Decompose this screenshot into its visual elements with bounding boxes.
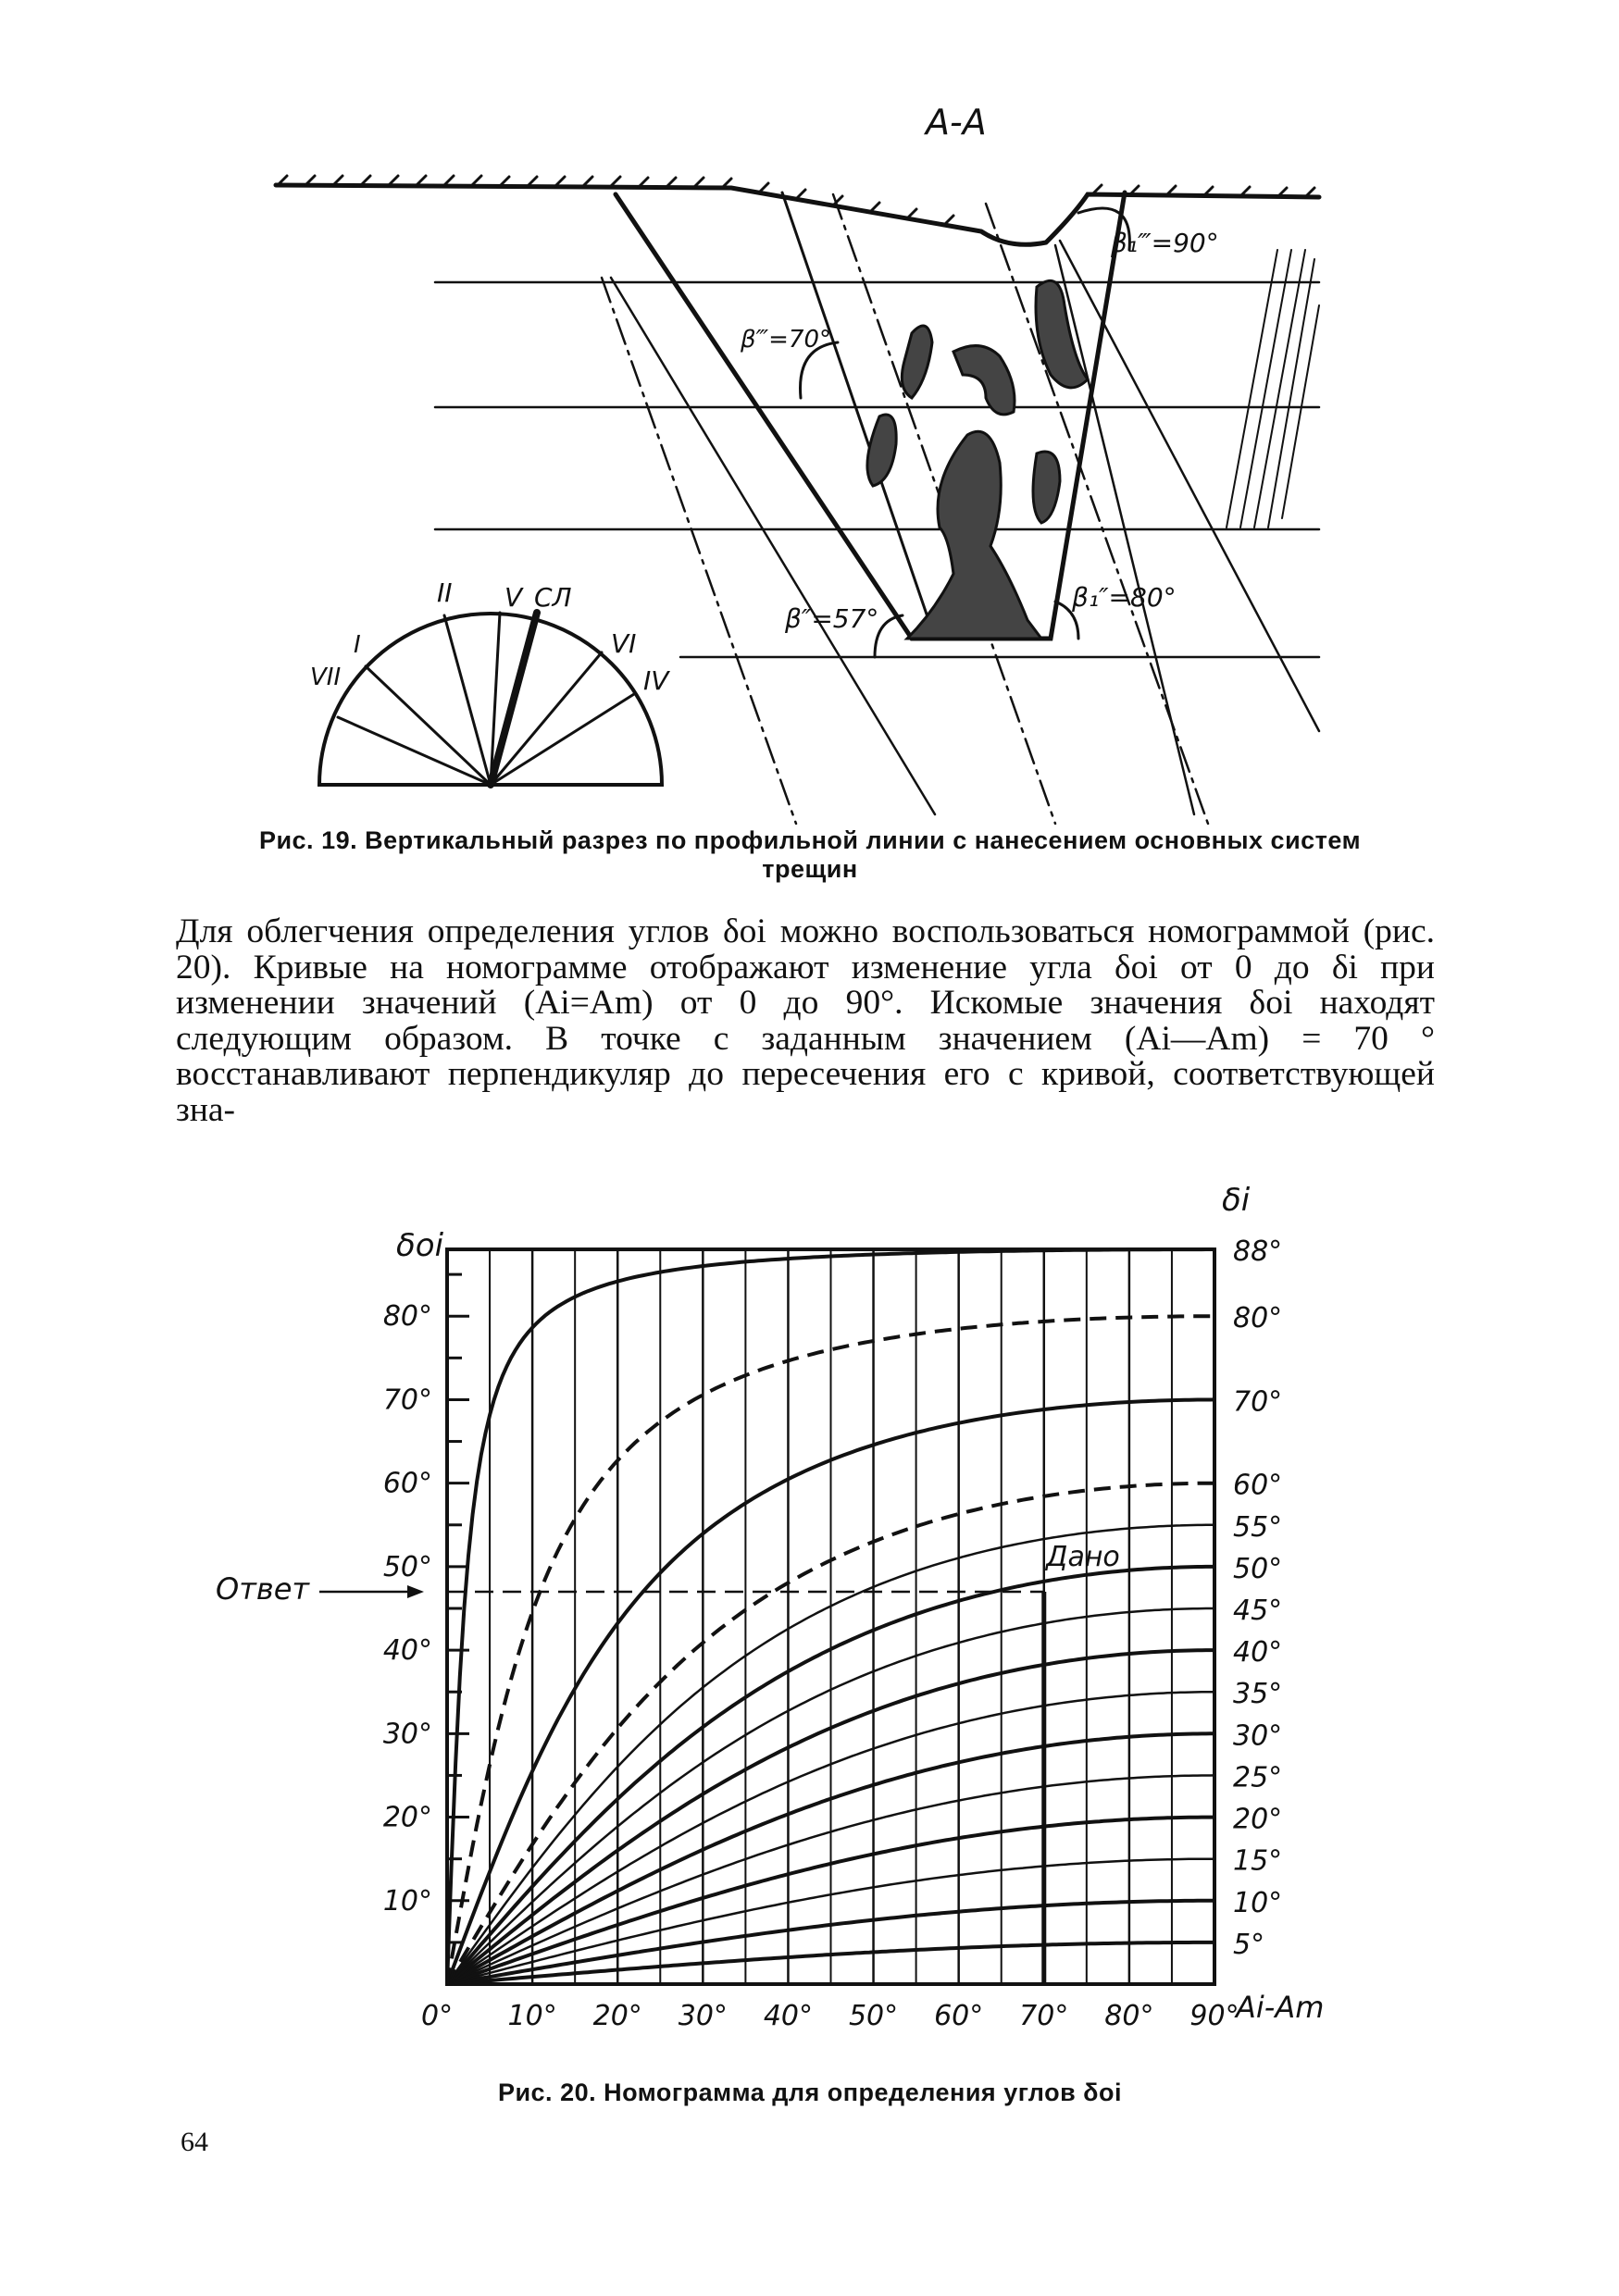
y-tick-label: 20°: [382, 1801, 432, 1834]
x-tick-label: 0°: [421, 2000, 454, 2032]
rose-label-ii: II: [437, 577, 453, 608]
curve-label: 70°: [1233, 1385, 1283, 1419]
x-tick-label: 20°: [592, 2000, 642, 2032]
x-tick-label: 90°: [1189, 2000, 1239, 2032]
curve-label: 80°: [1233, 1302, 1283, 1335]
body-paragraph-text: Для облегчения определения углов δoi можно воспользоваться номограммой (рис. 20). Кривые на номограмме отображают изменение угла δoi от 0 до δi при изменении значений (Ai=Am) от 0 до 90°. Искомые значения δoi находят следующим образом. В точке с заданным значением (Ai—Am) = 70 ° восстанавливают перпендикуляр до пересечения его с кривой, соответствующей зна-: [176, 912, 1435, 1129]
curve-label: 15°: [1233, 1844, 1283, 1878]
curve-label: 60°: [1233, 1469, 1283, 1502]
right-axis-title: δi: [1222, 1182, 1251, 1219]
angle-label-beta3: β‴=70°: [741, 326, 831, 354]
y-tick-label: 60°: [382, 1467, 432, 1500]
rose-label-vii: VII: [310, 664, 342, 691]
curve-label: 45°: [1233, 1595, 1283, 1627]
figure-19-caption-line2: трещин: [762, 855, 858, 883]
curve-label: 50°: [1233, 1552, 1283, 1585]
curve-label: 40°: [1233, 1636, 1283, 1669]
page-number: 64: [181, 2127, 208, 2157]
x-tick-label: 40°: [763, 2000, 814, 2032]
left-axis-title: δoi: [396, 1227, 444, 1264]
x-tick-label: 70°: [1019, 2000, 1069, 2032]
answer-label: Ответ: [216, 1570, 310, 1607]
y-tick-label: 70°: [382, 1384, 432, 1417]
x-tick-label: 30°: [678, 2000, 728, 2032]
rose-label-v: V: [504, 582, 523, 613]
y-tick-label: 10°: [382, 1884, 432, 1917]
curve-label: 35°: [1233, 1678, 1283, 1711]
rose-label-vi: VI: [611, 628, 637, 659]
angle-label-beta1-3: β₁‴=90°: [1111, 228, 1219, 258]
section-label: А-А: [926, 102, 987, 143]
curve-label: 5°: [1233, 1928, 1265, 1961]
y-tick-label: 50°: [382, 1550, 432, 1583]
rose-label-i: I: [354, 631, 361, 659]
rose-label-sl: СЛ: [534, 582, 572, 613]
given-label: Дано: [1046, 1540, 1120, 1573]
figure-19-caption-line1: Рис. 19. Вертикальный разрез по профильной линии с нанесением основных систем: [258, 826, 1362, 854]
x-axis-title: Ai-Am: [1236, 1990, 1325, 2025]
angle-label-beta1-2: β₁″=80°: [1072, 582, 1177, 613]
curve-label: 55°: [1233, 1510, 1283, 1544]
y-tick-label: 80°: [382, 1300, 432, 1334]
curve-label: 88°: [1233, 1235, 1283, 1269]
x-tick-label: 50°: [848, 2000, 899, 2032]
y-tick-label: 40°: [382, 1634, 432, 1668]
x-tick-label: 80°: [1104, 2000, 1154, 2032]
x-tick-label: 10°: [507, 2000, 557, 2032]
figure-20-caption: Рис. 20. Номограмма для определения углов δoi: [497, 2079, 1123, 2106]
rose-label-iv: IV: [643, 665, 669, 696]
nomogram-labels: [216, 1182, 1324, 2032]
curve-label: 20°: [1233, 1803, 1283, 1836]
x-tick-label: 60°: [934, 2000, 984, 2032]
angle-label-beta2: β″=57°: [785, 603, 879, 634]
curve-label: 25°: [1233, 1761, 1283, 1794]
curve-label: 30°: [1233, 1719, 1283, 1753]
y-tick-label: 30°: [382, 1718, 432, 1751]
answer-arrowhead: [407, 1585, 424, 1598]
curve-label: 10°: [1233, 1886, 1283, 1919]
